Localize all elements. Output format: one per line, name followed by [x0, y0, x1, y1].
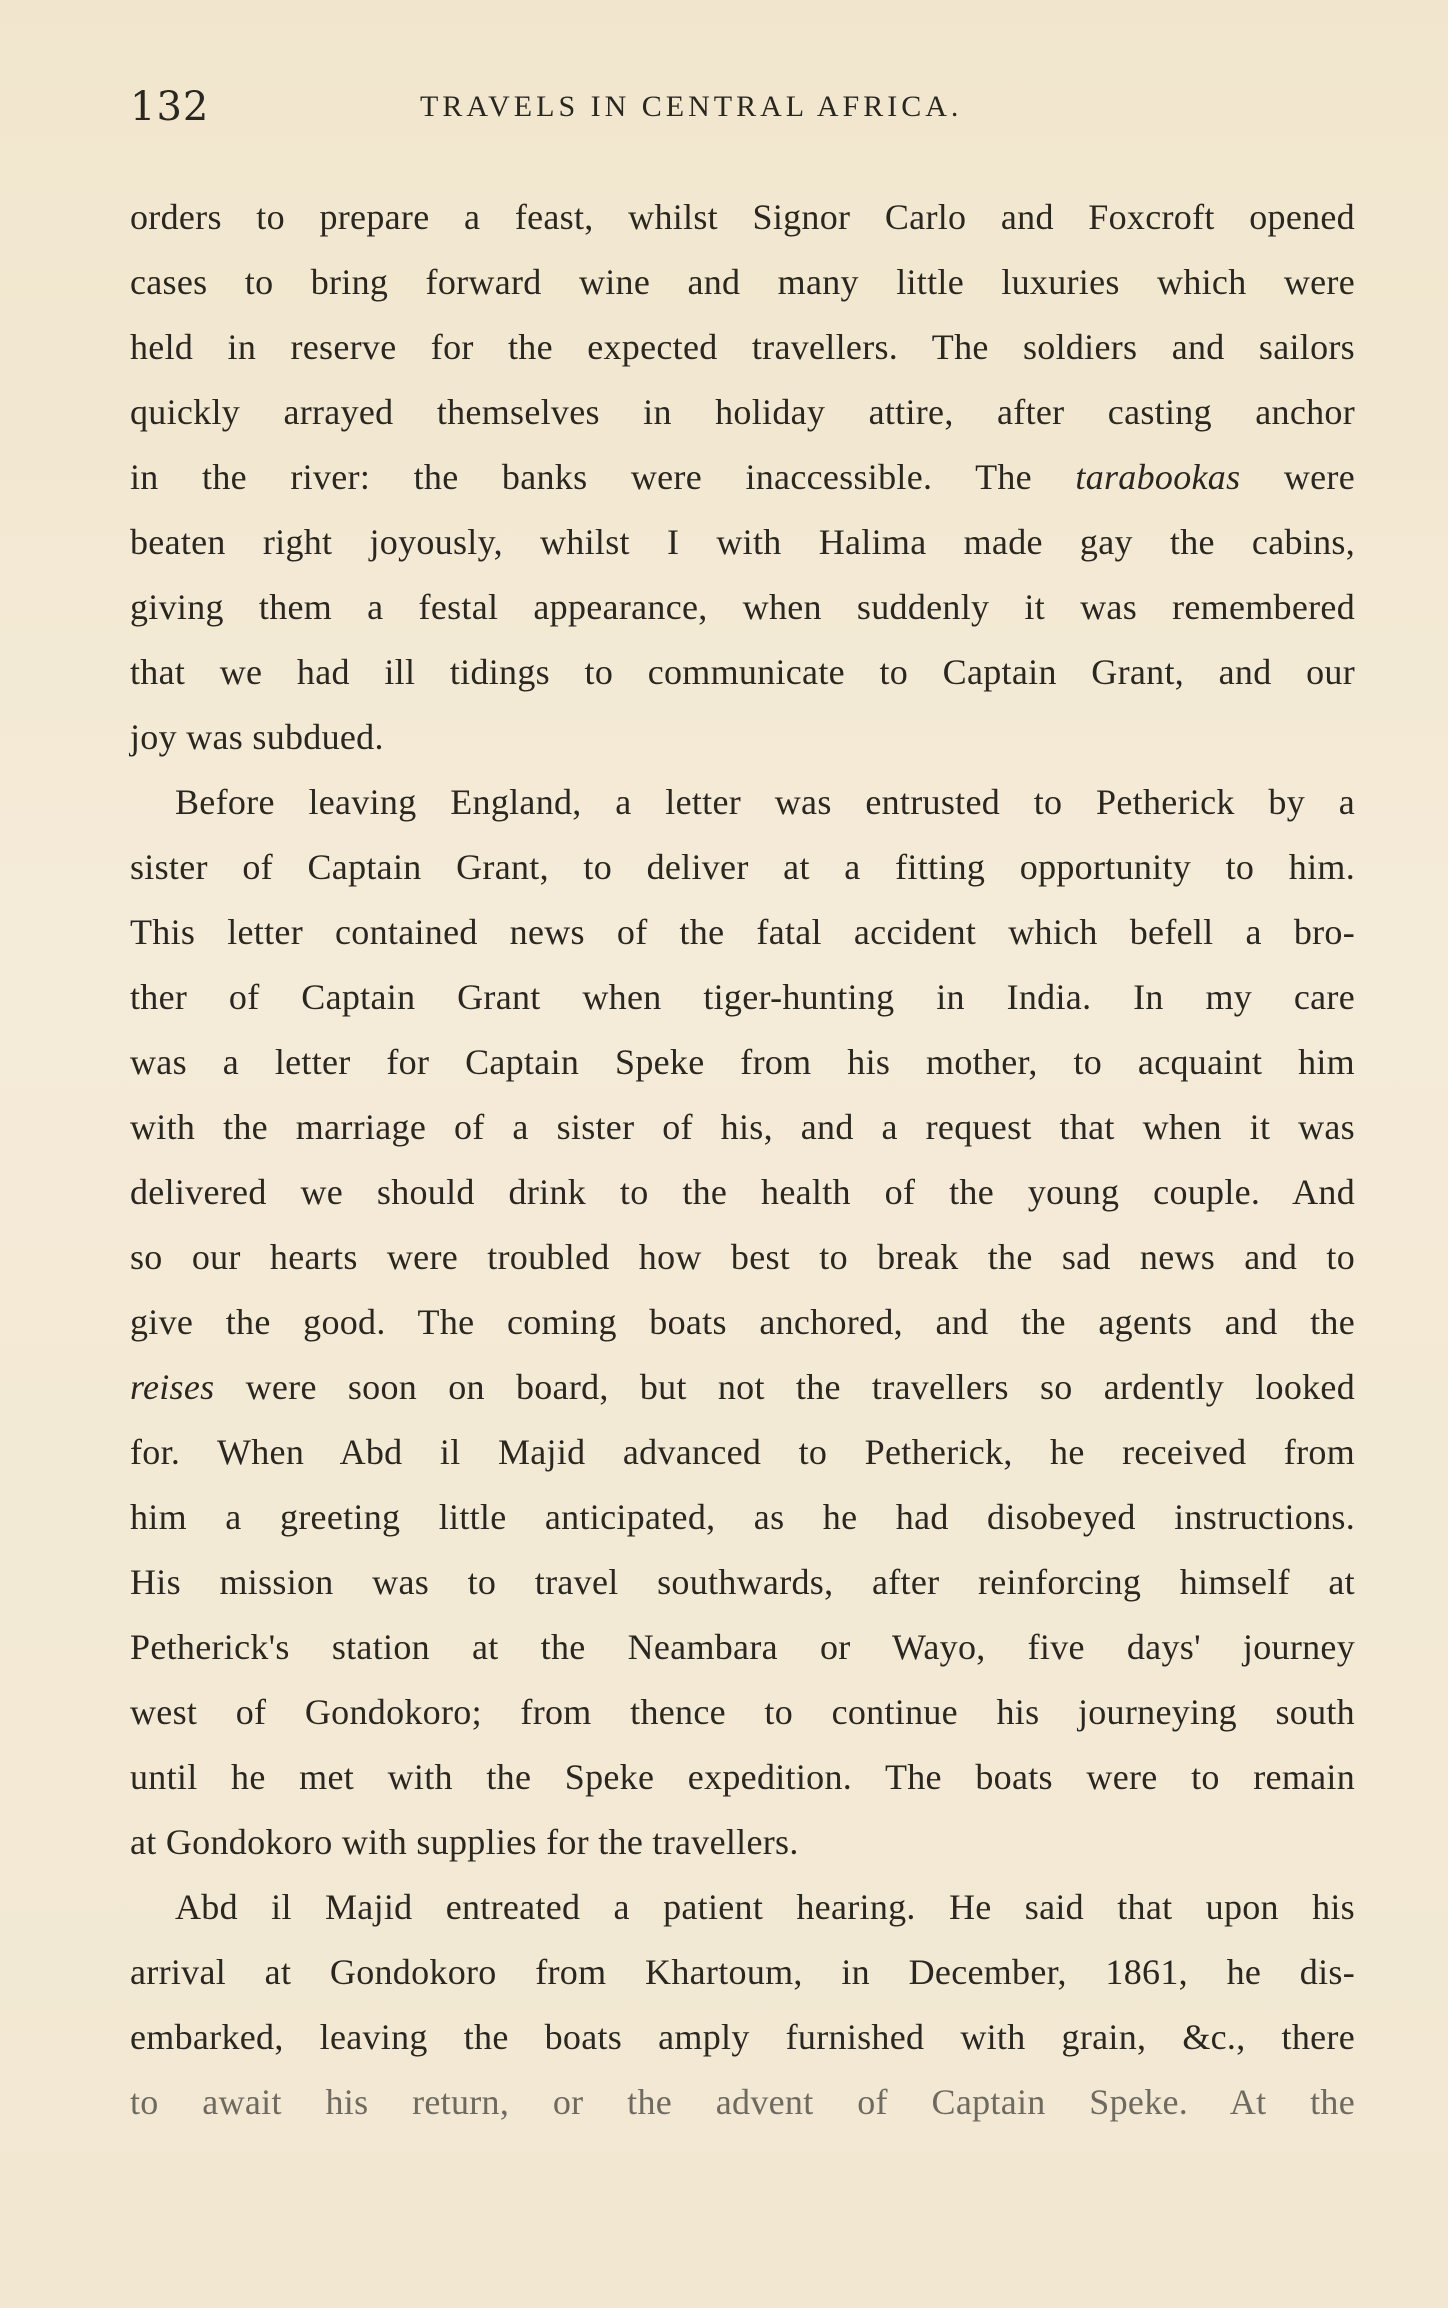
text-line: to await his return, or the advent of Captain Speke. At the	[130, 2082, 1355, 2122]
text-line: cases to bring forward wine and many little luxuries which were	[130, 262, 1355, 302]
text-line: give the good. The coming boats anchored, and the agents and the	[130, 1302, 1355, 1342]
text-line: sister of Captain Grant, to deliver at a fitting opportunity to him.	[130, 847, 1355, 887]
italic-term: reises	[130, 1367, 215, 1407]
text-line: until he met with the Speke expedition. The boats were to remain	[130, 1757, 1355, 1797]
text-line: at Gondokoro with supplies for the travellers.	[130, 1822, 799, 1862]
running-head: TRAVELS IN CENTRAL AFRICA.	[420, 90, 963, 123]
text-line: delivered we should drink to the health of the young couple. And	[130, 1172, 1355, 1212]
text-line	[130, 445, 1355, 510]
text-line: for. When Abd il Majid advanced to Petherick, he received from	[130, 1432, 1355, 1472]
text-line: embarked, leaving the boats amply furnished with grain, &c., there	[130, 2017, 1355, 2057]
text-run: were soon on board, but not the travellers so ardently looked	[214, 1367, 1355, 1407]
text-line: orders to prepare a feast, whilst Signor Carlo and Foxcroft opened	[130, 197, 1355, 237]
text-line: beaten right joyously, whilst I with Halima made gay the cabins,	[130, 522, 1355, 562]
text-line: Before leaving England, a letter was entrusted to Petherick by a	[175, 782, 1355, 822]
text-line: was a letter for Captain Speke from his mother, to acquaint him	[130, 1042, 1355, 1082]
text-line: with the marriage of a sister of his, and a request that when it was	[130, 1107, 1355, 1147]
italic-term: tarabookas	[1075, 457, 1241, 497]
text-line: ther of Captain Grant when tiger-hunting in India. In my care	[130, 977, 1355, 1017]
text-line: him a greeting little anticipated, as he had disobeyed instructions.	[130, 1497, 1355, 1537]
text-line: Abd il Majid entreated a patient hearing. He said that upon his	[175, 1887, 1355, 1927]
text-line: Petherick's station at the Neambara or Wayo, five days' journey	[130, 1627, 1355, 1667]
text-line: joy was subdued.	[130, 717, 384, 757]
page-header	[130, 84, 1350, 144]
text-line: west of Gondokoro; from thence to continue his journeying south	[130, 1692, 1355, 1732]
page-number: 132	[130, 84, 210, 130]
text-line: arrival at Gondokoro from Khartoum, in December, 1861, he dis-	[130, 1952, 1355, 1992]
text-line: so our hearts were troubled how best to break the sad news and to	[130, 1237, 1355, 1277]
text-run: were	[1240, 457, 1355, 497]
text-line	[130, 1355, 1355, 1420]
text-line: His mission was to travel southwards, after reinforcing himself at	[130, 1562, 1355, 1602]
text-run: in the river: the banks were inaccessible. The	[130, 457, 1076, 497]
text-line: giving them a festal appearance, when suddenly it was remembered	[130, 587, 1355, 627]
text-line: quickly arrayed themselves in holiday attire, after casting anchor	[130, 392, 1355, 432]
body-text	[130, 185, 1355, 2135]
text-line: that we had ill tidings to communicate to Captain Grant, and our	[130, 652, 1355, 692]
text-line: This letter contained news of the fatal accident which befell a bro-	[130, 912, 1355, 952]
text-line: held in reserve for the expected travellers. The soldiers and sailors	[130, 327, 1355, 367]
